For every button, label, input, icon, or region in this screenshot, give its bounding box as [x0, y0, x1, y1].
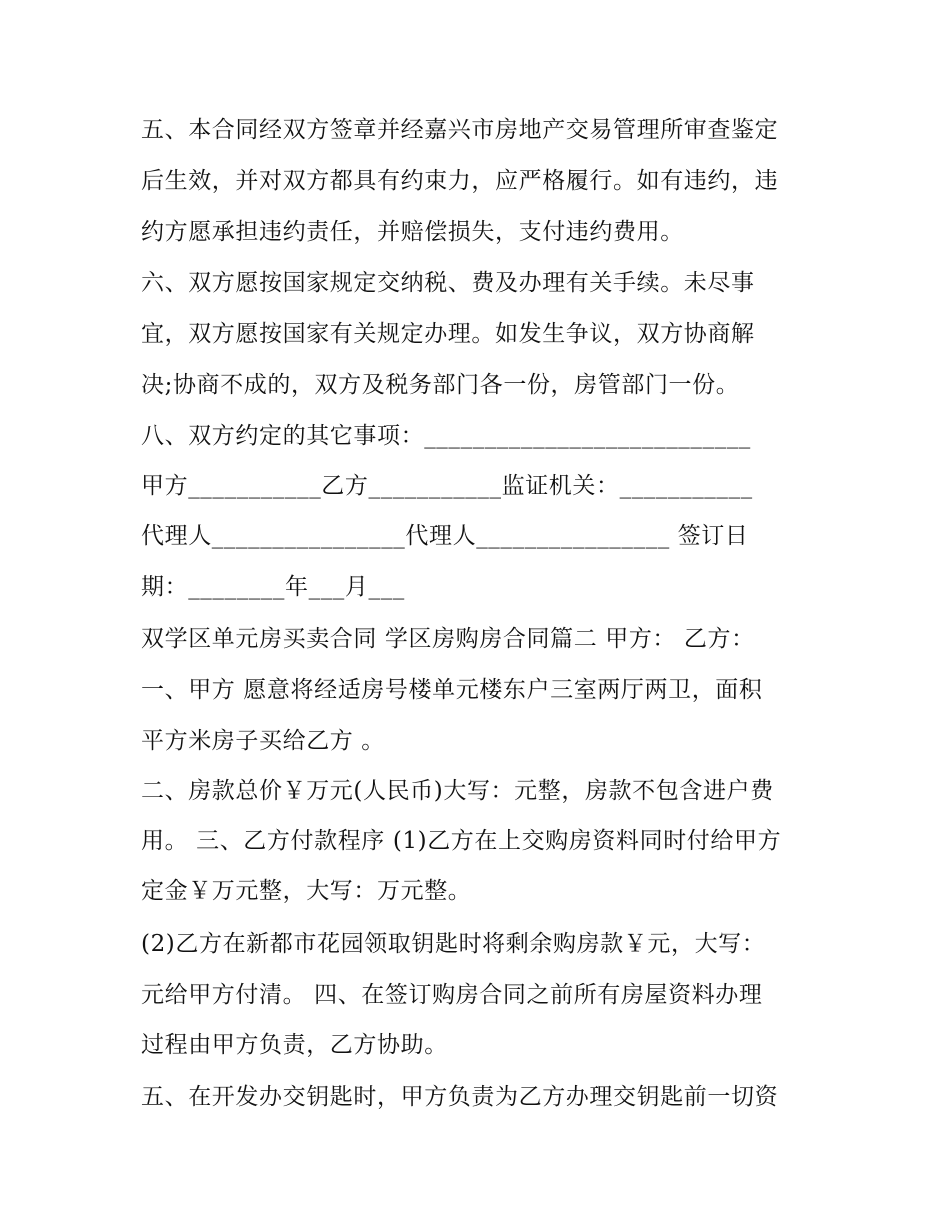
text-line: 决;协商不成的，双方及税务部门各一份，房管部门一份。 [141, 372, 740, 398]
text-line: 平方米房子买给乙方 。 [141, 728, 385, 754]
text-line: 过程由甲方负责，乙方协助。 [141, 1032, 448, 1058]
text-line: 定金￥万元整，大写：万元整。 [141, 878, 472, 904]
date-line: 期：________年___月___ [141, 574, 405, 600]
text-line: 六、双方愿按国家规定交纳税、费及办理有关手续。未尽事 [141, 270, 755, 296]
text-line: 宜，双方愿按国家有关规定办理。如发生争议，双方协商解 [141, 321, 755, 347]
text-line: 八、双方约定的其它事项：___________________________ [141, 423, 751, 449]
text-line: 后生效，并对双方都具有约束力，应严格履行。如有违约，违 [141, 168, 779, 194]
text-line: 约方愿承担违约责任，并赔偿损失，支付违约费用。 [141, 219, 684, 245]
signature-line: 代理人________________代理人________________ 签订日 [141, 523, 749, 549]
text-line: 用。 三、乙方付款程序 (1)乙方在上交购房资料同时付给甲方 [141, 828, 782, 854]
section-heading: 双学区单元房买卖合同 学区房购房合同篇二 甲方： 乙方： [141, 626, 755, 652]
text-line: 二、房款总价￥万元(人民币)大写：元整，房款不包含进户费 [141, 778, 774, 804]
signature-line: 甲方___________乙方___________监证机关：___________ [141, 473, 753, 499]
text-line: 元给甲方付清。 四、在签订购房合同之前所有房屋资料办理 [141, 982, 763, 1008]
text-line: (2)乙方在新都市花园领取钥匙时将剩余购房款￥元，大写： [141, 931, 766, 957]
text-line: 五、本合同经双方签章并经嘉兴市房地产交易管理所审查鉴定 [141, 117, 779, 143]
text-line: 五、在开发办交钥匙时，甲方负责为乙方办理交钥匙前一切资 [141, 1084, 779, 1110]
text-line: 一、甲方 愿意将经适房号楼单元楼东户三室两厅两卫，面积 [141, 677, 763, 703]
